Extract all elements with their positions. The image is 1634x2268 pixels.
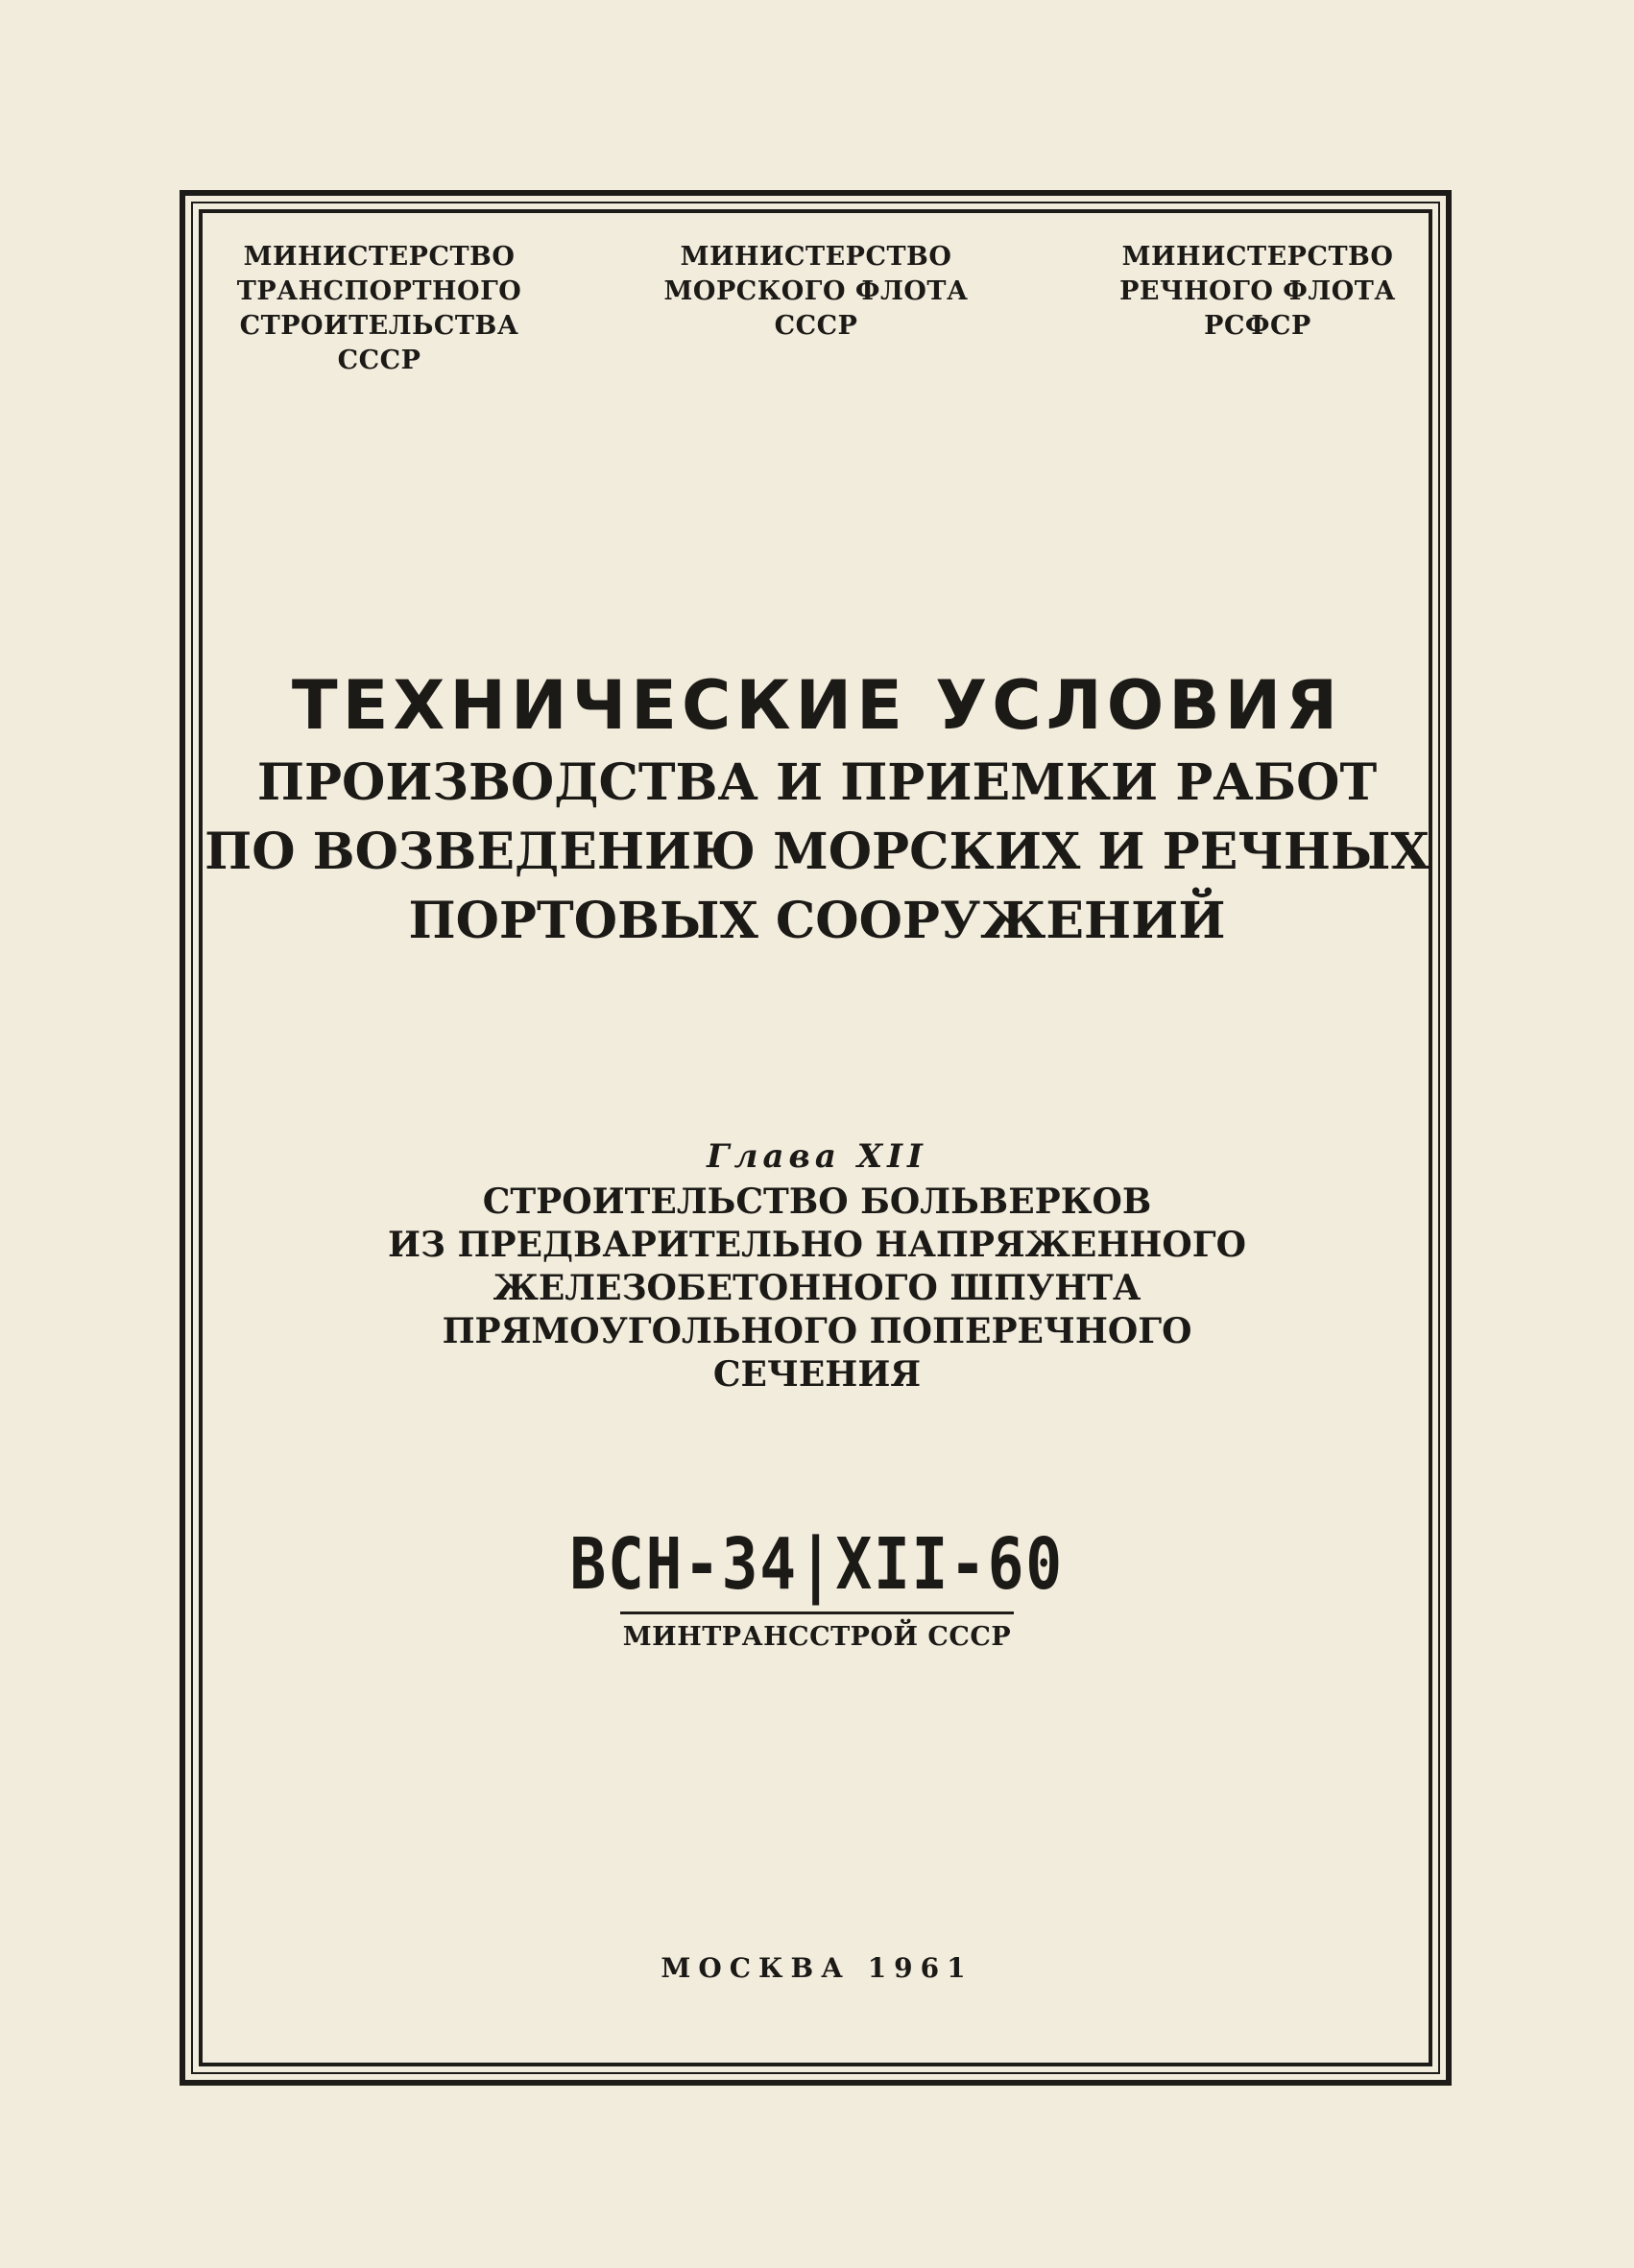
ministries-header: [0, 240, 1634, 394]
ministry-line: ТРАНСПОРТНОГО: [236, 276, 522, 306]
ministry-line: МИНИСТЕРСТВО: [243, 242, 516, 272]
ministry-line: СССР: [774, 311, 858, 341]
ministry-line: РСФСР: [1204, 311, 1311, 341]
ministry-line: РЕЧНОГО ФЛОТА: [1119, 276, 1396, 306]
title-subtitle-line: ПОРТОВЫХ СООРУЖЕНИЙ: [408, 892, 1226, 950]
chapter-label: Глава XII: [707, 1137, 927, 1176]
issuing-organization: МИНТРАНССТРОЙ СССР: [622, 1622, 1012, 1652]
chapter-title-line: ИЗ ПРЕДВАРИТЕЛЬНО НАПРЯЖЕННОГО: [388, 1225, 1246, 1265]
chapter-title-line: ЖЕЛЕЗОБЕТОННОГО ШПУНТА: [493, 1268, 1141, 1308]
publication-imprint: МОСКВА 1961: [661, 1952, 973, 1984]
title-main: ТЕХНИЧЕСКИЕ УСЛОВИЯ: [291, 666, 1343, 745]
ministry-line: МИНИСТЕРСТВО: [680, 242, 952, 272]
ministry-river-fleet: [1085, 240, 1430, 344]
ministry-line: МИНИСТЕРСТВО: [1121, 242, 1394, 272]
ministry-line: СТРОИТЕЛЬСТВА: [239, 311, 519, 341]
chapter-title-line: СЕЧЕНИЯ: [712, 1354, 922, 1395]
chapter-title-line: ПРЯМОУГОЛЬНОГО ПОПЕРЕЧНОГО: [442, 1311, 1192, 1351]
ministry-transport-construction: [206, 240, 552, 378]
chapter-title: [0, 1181, 1634, 1397]
code-underline: [620, 1611, 1014, 1614]
ministry-line: МОРСКОГО ФЛОТА: [663, 276, 969, 306]
standard-code-block: [0, 1521, 1634, 1655]
title-subtitle-line: ПО ВОЗВЕДЕНИЮ МОРСКИХ И РЕЧНЫХ: [204, 823, 1430, 881]
chapter-title-line: СТРОИТЕЛЬСТВО БОЛЬВЕРКОВ: [482, 1182, 1152, 1222]
title-subtitle: [0, 749, 1634, 956]
ministry-marine-fleet: [643, 240, 989, 344]
title-subtitle-line: ПРОИЗВОДСТВА И ПРИЕМКИ РАБОТ: [256, 753, 1378, 812]
chapter-section: [0, 1133, 1634, 1397]
standard-designation: ВСН-34|XII-60: [569, 1523, 1065, 1606]
document-title: [0, 662, 1634, 956]
ministry-line: СССР: [337, 346, 421, 375]
